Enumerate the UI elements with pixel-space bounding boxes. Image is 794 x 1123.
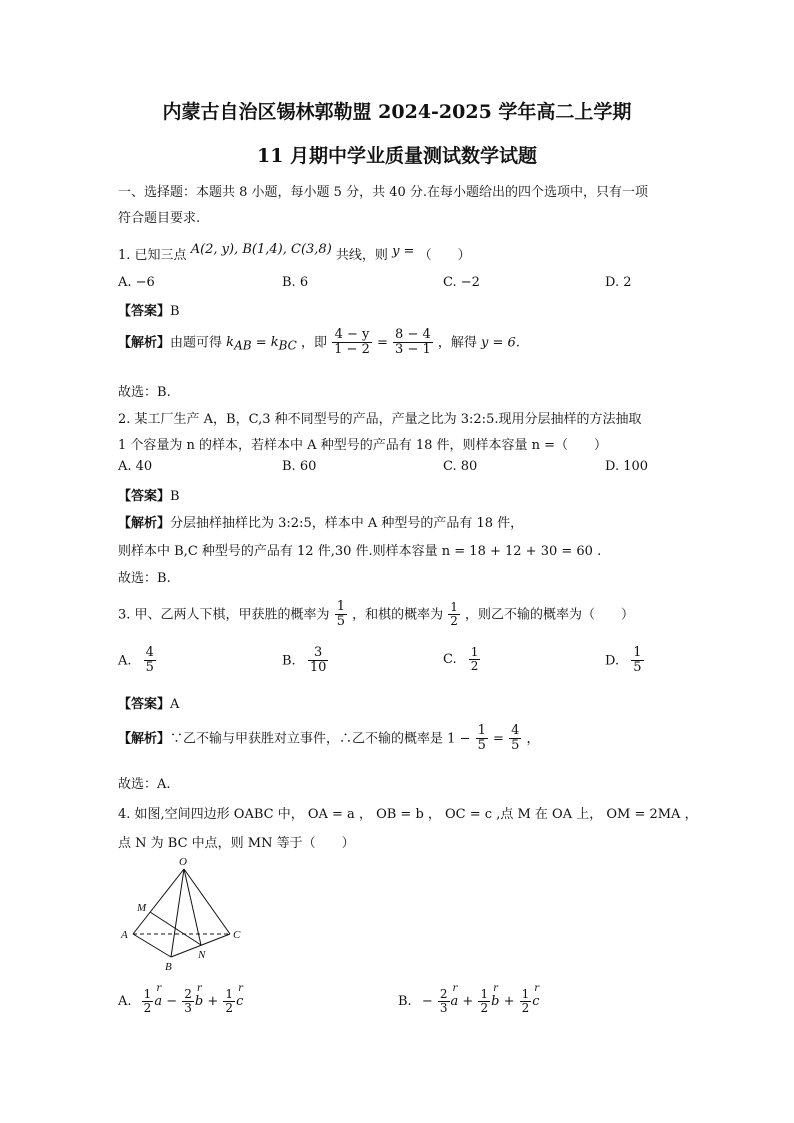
q1-frac2: $\frac{8 - 4}{3 - 1}$ (395, 327, 431, 358)
q2-analysis-line1: 【解析】分层抽样抽样比为 3:2:5，样本中 A 种型号的产品有 18 件， (118, 516, 524, 531)
label-c: C (233, 929, 241, 941)
q2-option-d: D. 100 (605, 459, 649, 474)
q1-option-c: C. −2 (443, 275, 480, 290)
q3-p-draw: $\frac{1}{2}$ (450, 600, 458, 629)
q3-conclusion: 故选：A. (118, 777, 171, 792)
q1-option-b: B. 6 (282, 275, 309, 290)
q1-analysis-pre: 由题可得 (170, 335, 223, 351)
label-m: M (137, 902, 147, 914)
q1-conclusion (118, 381, 171, 400)
q2-conclusion: 故选：B. (118, 571, 171, 586)
q1-stem-prefix: 1. 已知三点 (118, 248, 187, 263)
label-o: O (179, 856, 187, 868)
label-b: B (165, 961, 172, 973)
analysis-tag: 【解析】 (118, 335, 171, 351)
q2-answer: 【答案】B (118, 489, 180, 504)
q3-analysis: 【解析】∵乙不输与甲获胜对立事件，∴乙不输的概率是 1 − $\frac{1}{5}$ = $\frac{4}{5}$ ， (118, 723, 540, 754)
answer-tag: 【答案】 (118, 304, 171, 319)
q2-stem-line1: 2. 某工厂生产 A，B，C,3 种不同型号的产品，产量之比为 3:2:5.现用分层抽样的方法抽取 (118, 412, 642, 427)
q3-answer: 【答案】A (118, 697, 180, 712)
q1-analysis-end: . (515, 335, 520, 351)
q3-stem: 3. 甲、乙两人下棋，甲获胜的概率为 $\frac{1}{5}$ ，和棋的概率为 $\frac{1}{2}$ ，则乙不输的概率为（ ） (118, 599, 635, 630)
q1-analysis-post: ，解得 (437, 335, 477, 351)
q1-eq2: = (377, 335, 388, 351)
q1-frac1: $\frac{4 - y}{1 - 2}$ (334, 327, 370, 358)
label-a: A (121, 929, 128, 941)
q1-analysis (118, 328, 520, 358)
edge-ab (133, 934, 171, 957)
q3-option-b: B. $\frac{3}{10}$ (282, 645, 327, 676)
section-header-line1: 一、选择题：本题共 8 小题，每小题 5 分，共 40 分.在每小题给出的四个选项中，只有一项 (118, 185, 649, 200)
q3-option-a: A. $\frac{4}{5}$ (118, 645, 154, 676)
q4-stem-line2: 点 N 为 BC 中点，则 MN 等于（ ） (118, 836, 355, 851)
page-title-line2: 11 月期中学业质量测试数学试题 (256, 145, 538, 167)
q1-option-a: A. −6 (118, 275, 155, 290)
edge-ob (171, 869, 184, 957)
q4-stem-line1: 4. 如图,空间四边形 OABC 中， OA = a ， OB = b ， OC = c ,点 M 在 OA 上， OM = 2MA ， (118, 807, 698, 822)
q1-points: A(2, y), B(1,4), C(3,8) (190, 242, 332, 257)
page-title-line1: 内蒙古自治区锡林郭勒盟 2024-2025 学年高二上学期 (162, 101, 632, 123)
q1-eq: = (255, 335, 267, 351)
q3-p-win: $\frac{1}{5}$ (336, 599, 345, 630)
label-n: N (198, 949, 206, 961)
q2-option-b: B. 60 (282, 459, 317, 474)
q1-answer (118, 300, 180, 319)
edge-mn (150, 912, 201, 945)
q1-analysis-result: y = 6 (481, 335, 516, 351)
q3-option-d: D. $\frac{1}{5}$ (605, 645, 642, 676)
q1-option-d: D. 2 (605, 275, 632, 290)
q2-option-a: A. 40 (118, 459, 153, 474)
q1-answer-value: B (170, 304, 180, 319)
q4-option-a: A. $\frac{1}{2}$ r a − $\frac{2}{3}$ r b + $\frac{1}{2}$ r c (118, 988, 243, 1015)
q1-k-ab: $k_{AB}$ (226, 335, 252, 353)
q1-k-bc: $k_{BC}$ (270, 335, 297, 353)
q2-analysis-line2: 则样本中 B,C 种型号的产品有 12 件,30 件.则样本容量 n = 18 + 12 + 30 = 60 . (118, 544, 602, 559)
section-header-line2: 符合题目要求. (118, 211, 201, 226)
q1-conclusion-value: B. (157, 385, 171, 400)
q3-option-c: C. $\frac{1}{2}$ (443, 645, 479, 674)
q1-stem (118, 244, 471, 263)
q3-answer-value: A (170, 697, 180, 712)
q4-option-b: B. − $\frac{2}{3}$ r a + $\frac{1}{2}$ r b + $\frac{1}{2}$ r c (398, 988, 540, 1015)
conclusion-label: 故选： (118, 385, 158, 400)
q1-var: y = (392, 244, 415, 259)
q1-analysis-mid: ，即 (301, 335, 328, 351)
tetrahedron-figure (116, 852, 256, 977)
q1-stem-suffix: （ ） (418, 248, 471, 263)
q1-stem-mid: 共线，则 (335, 248, 388, 263)
q2-stem-line2: 1 个容量为 n 的样本，若样本中 A 种型号的产品有 18 件，则样本容量 n =（ ） (118, 438, 608, 453)
q2-answer-value: B (170, 489, 180, 504)
q2-option-c: C. 80 (443, 459, 478, 474)
